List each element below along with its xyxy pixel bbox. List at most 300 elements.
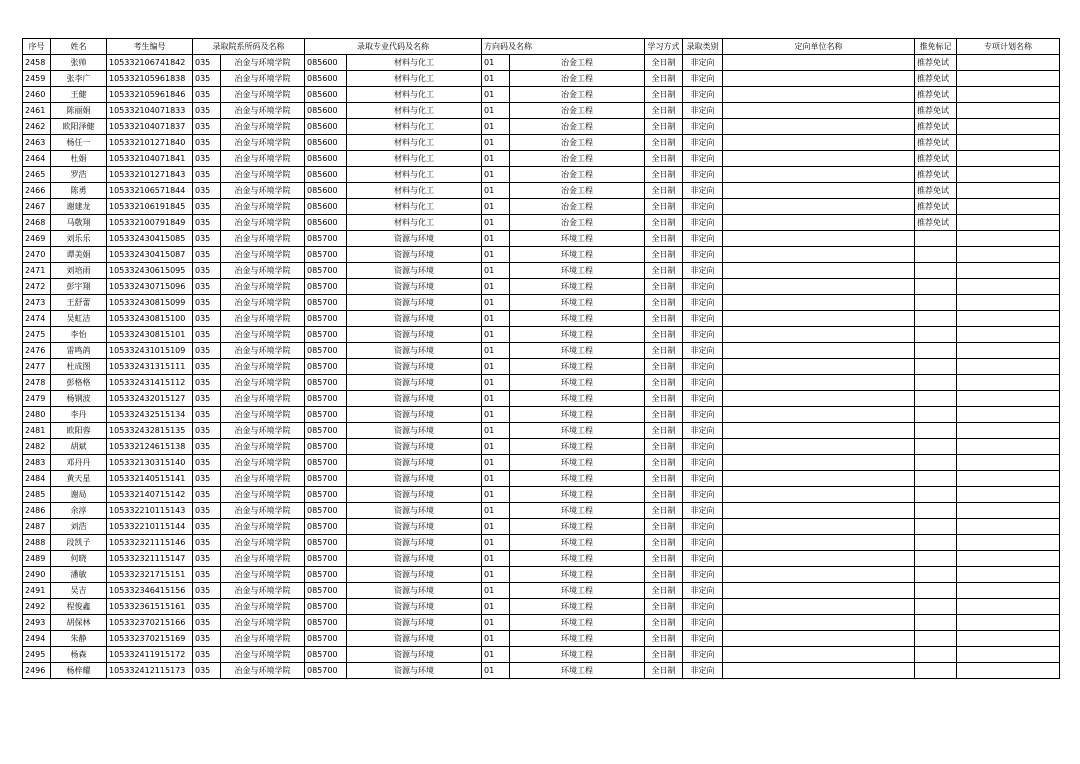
cell-exam-id: 105332430815099 <box>107 295 193 311</box>
cell-direction-name: 环境工程 <box>510 535 645 551</box>
cell-seq: 2462 <box>23 119 51 135</box>
cell-unit <box>723 503 915 519</box>
cell-study-mode: 全日制 <box>645 567 683 583</box>
cell-exam-id: 105332106191845 <box>107 199 193 215</box>
cell-major-code: 085700 <box>305 247 347 263</box>
cell-unit <box>723 103 915 119</box>
header-exam-id: 考生编号 <box>107 39 193 55</box>
cell-category: 非定向 <box>683 215 723 231</box>
cell-major-code: 085700 <box>305 279 347 295</box>
table-row <box>23 151 1060 167</box>
cell-direction-code: 01 <box>482 391 510 407</box>
cell-exam-id: 105332321115146 <box>107 535 193 551</box>
cell-direction-name: 冶金工程 <box>510 135 645 151</box>
cell-unit <box>723 71 915 87</box>
table-row <box>23 535 1060 551</box>
cell-direction-code: 01 <box>482 583 510 599</box>
cell-name: 杜成图 <box>51 359 107 375</box>
cell-seq: 2476 <box>23 343 51 359</box>
cell-dept-name: 冶金与环境学院 <box>221 327 305 343</box>
cell-category: 非定向 <box>683 279 723 295</box>
header-study-mode: 学习方式 <box>645 39 683 55</box>
header-unit: 定向单位名称 <box>723 39 915 55</box>
cell-name: 欧阳蓉 <box>51 423 107 439</box>
cell-recommend <box>915 503 957 519</box>
cell-unit <box>723 55 915 71</box>
cell-direction-code: 01 <box>482 231 510 247</box>
cell-study-mode: 全日制 <box>645 311 683 327</box>
cell-unit <box>723 295 915 311</box>
cell-seq: 2485 <box>23 487 51 503</box>
cell-seq: 2467 <box>23 199 51 215</box>
table-row <box>23 615 1060 631</box>
header-name: 姓名 <box>51 39 107 55</box>
cell-name: 何晓 <box>51 551 107 567</box>
header-direction: 方向码及名称 <box>482 39 645 55</box>
table-row <box>23 375 1060 391</box>
table-row <box>23 407 1060 423</box>
table-row <box>23 55 1060 71</box>
cell-direction-name: 环境工程 <box>510 343 645 359</box>
cell-special-plan <box>957 471 1060 487</box>
cell-name: 谢建龙 <box>51 199 107 215</box>
cell-dept-code: 035 <box>193 167 221 183</box>
table-row <box>23 103 1060 119</box>
cell-special-plan <box>957 55 1060 71</box>
cell-major-name: 资源与环境 <box>347 247 482 263</box>
cell-exam-id: 105332431015109 <box>107 343 193 359</box>
cell-major-name: 资源与环境 <box>347 407 482 423</box>
cell-exam-id: 105332321715151 <box>107 567 193 583</box>
cell-study-mode: 全日制 <box>645 71 683 87</box>
cell-dept-name: 冶金与环境学院 <box>221 247 305 263</box>
cell-major-code: 085700 <box>305 407 347 423</box>
cell-major-code: 085700 <box>305 519 347 535</box>
cell-dept-code: 035 <box>193 567 221 583</box>
cell-dept-name: 冶金与环境学院 <box>221 71 305 87</box>
cell-dept-name: 冶金与环境学院 <box>221 583 305 599</box>
cell-unit <box>723 551 915 567</box>
cell-study-mode: 全日制 <box>645 183 683 199</box>
cell-major-code: 085600 <box>305 55 347 71</box>
cell-direction-name: 环境工程 <box>510 391 645 407</box>
cell-major-code: 085700 <box>305 263 347 279</box>
cell-dept-name: 冶金与环境学院 <box>221 423 305 439</box>
cell-special-plan <box>957 583 1060 599</box>
cell-name: 欧阳泽健 <box>51 119 107 135</box>
cell-seq: 2473 <box>23 295 51 311</box>
cell-direction-code: 01 <box>482 135 510 151</box>
cell-direction-code: 01 <box>482 455 510 471</box>
cell-special-plan <box>957 599 1060 615</box>
cell-seq: 2481 <box>23 423 51 439</box>
cell-major-name: 材料与化工 <box>347 183 482 199</box>
cell-study-mode: 全日制 <box>645 407 683 423</box>
cell-major-code: 085700 <box>305 631 347 647</box>
table-row <box>23 263 1060 279</box>
cell-study-mode: 全日制 <box>645 151 683 167</box>
cell-exam-id: 105332412115173 <box>107 663 193 679</box>
cell-seq: 2490 <box>23 567 51 583</box>
cell-recommend: 推荐免试 <box>915 103 957 119</box>
cell-dept-code: 035 <box>193 327 221 343</box>
cell-dept-code: 035 <box>193 535 221 551</box>
cell-recommend <box>915 471 957 487</box>
cell-direction-name: 环境工程 <box>510 231 645 247</box>
cell-seq: 2461 <box>23 103 51 119</box>
admission-table <box>22 38 1060 679</box>
cell-study-mode: 全日制 <box>645 55 683 71</box>
cell-seq: 2469 <box>23 231 51 247</box>
cell-category: 非定向 <box>683 375 723 391</box>
cell-dept-code: 035 <box>193 615 221 631</box>
cell-direction-code: 01 <box>482 567 510 583</box>
cell-major-code: 085600 <box>305 71 347 87</box>
cell-unit <box>723 167 915 183</box>
cell-study-mode: 全日制 <box>645 439 683 455</box>
cell-special-plan <box>957 519 1060 535</box>
cell-direction-name: 冶金工程 <box>510 103 645 119</box>
cell-direction-name: 环境工程 <box>510 279 645 295</box>
cell-major-code: 085700 <box>305 311 347 327</box>
cell-recommend: 推荐免试 <box>915 135 957 151</box>
cell-direction-code: 01 <box>482 471 510 487</box>
cell-direction-code: 01 <box>482 55 510 71</box>
cell-name: 杨梓耀 <box>51 663 107 679</box>
cell-recommend <box>915 279 957 295</box>
cell-dept-name: 冶金与环境学院 <box>221 167 305 183</box>
cell-study-mode: 全日制 <box>645 519 683 535</box>
cell-recommend <box>915 599 957 615</box>
cell-recommend: 推荐免试 <box>915 71 957 87</box>
cell-major-name: 资源与环境 <box>347 647 482 663</box>
cell-special-plan <box>957 231 1060 247</box>
cell-special-plan <box>957 439 1060 455</box>
table-row <box>23 599 1060 615</box>
cell-direction-name: 环境工程 <box>510 423 645 439</box>
cell-dept-code: 035 <box>193 375 221 391</box>
cell-direction-code: 01 <box>482 327 510 343</box>
cell-direction-name: 环境工程 <box>510 455 645 471</box>
table-row <box>23 327 1060 343</box>
table-row <box>23 391 1060 407</box>
cell-major-name: 资源与环境 <box>347 487 482 503</box>
cell-unit <box>723 311 915 327</box>
cell-dept-name: 冶金与环境学院 <box>221 151 305 167</box>
cell-direction-name: 环境工程 <box>510 647 645 663</box>
cell-special-plan <box>957 551 1060 567</box>
cell-seq: 2488 <box>23 535 51 551</box>
cell-name: 吴吉 <box>51 583 107 599</box>
cell-direction-code: 01 <box>482 71 510 87</box>
cell-exam-id: 105332432515134 <box>107 407 193 423</box>
cell-category: 非定向 <box>683 519 723 535</box>
cell-seq: 2494 <box>23 631 51 647</box>
cell-recommend: 推荐免试 <box>915 55 957 71</box>
cell-direction-name: 环境工程 <box>510 327 645 343</box>
cell-dept-code: 035 <box>193 439 221 455</box>
cell-special-plan <box>957 311 1060 327</box>
cell-recommend: 推荐免试 <box>915 87 957 103</box>
cell-dept-code: 035 <box>193 279 221 295</box>
cell-category: 非定向 <box>683 439 723 455</box>
cell-exam-id: 105332430715096 <box>107 279 193 295</box>
cell-direction-code: 01 <box>482 199 510 215</box>
cell-seq: 2465 <box>23 167 51 183</box>
cell-exam-id: 105332431315111 <box>107 359 193 375</box>
cell-special-plan <box>957 167 1060 183</box>
table-row <box>23 231 1060 247</box>
cell-category: 非定向 <box>683 151 723 167</box>
cell-seq: 2458 <box>23 55 51 71</box>
cell-unit <box>723 327 915 343</box>
cell-study-mode: 全日制 <box>645 535 683 551</box>
cell-direction-name: 冶金工程 <box>510 55 645 71</box>
cell-major-code: 085700 <box>305 423 347 439</box>
cell-direction-name: 冶金工程 <box>510 87 645 103</box>
cell-dept-name: 冶金与环境学院 <box>221 551 305 567</box>
cell-name: 李怡 <box>51 327 107 343</box>
cell-special-plan <box>957 567 1060 583</box>
cell-category: 非定向 <box>683 487 723 503</box>
cell-major-code: 085700 <box>305 615 347 631</box>
cell-major-name: 材料与化工 <box>347 215 482 231</box>
cell-dept-name: 冶金与环境学院 <box>221 455 305 471</box>
cell-name: 杨森 <box>51 647 107 663</box>
table-row <box>23 119 1060 135</box>
cell-recommend <box>915 343 957 359</box>
cell-study-mode: 全日制 <box>645 231 683 247</box>
cell-seq: 2489 <box>23 551 51 567</box>
cell-major-code: 085700 <box>305 663 347 679</box>
cell-name: 张李广 <box>51 71 107 87</box>
cell-direction-code: 01 <box>482 519 510 535</box>
cell-dept-name: 冶金与环境学院 <box>221 535 305 551</box>
cell-dept-code: 035 <box>193 359 221 375</box>
cell-name: 李丹 <box>51 407 107 423</box>
cell-special-plan <box>957 647 1060 663</box>
cell-dept-code: 035 <box>193 87 221 103</box>
cell-special-plan <box>957 183 1060 199</box>
cell-name: 段凯子 <box>51 535 107 551</box>
header-recommend: 推免标记 <box>915 39 957 55</box>
cell-special-plan <box>957 535 1060 551</box>
cell-study-mode: 全日制 <box>645 375 683 391</box>
cell-exam-id: 105332100791849 <box>107 215 193 231</box>
cell-dept-name: 冶金与环境学院 <box>221 647 305 663</box>
cell-major-code: 085600 <box>305 215 347 231</box>
cell-seq: 2474 <box>23 311 51 327</box>
cell-direction-code: 01 <box>482 151 510 167</box>
cell-dept-name: 冶金与环境学院 <box>221 311 305 327</box>
cell-special-plan <box>957 295 1060 311</box>
cell-dept-code: 035 <box>193 471 221 487</box>
cell-category: 非定向 <box>683 183 723 199</box>
cell-study-mode: 全日制 <box>645 631 683 647</box>
cell-dept-code: 035 <box>193 455 221 471</box>
table-row <box>23 247 1060 263</box>
cell-category: 非定向 <box>683 631 723 647</box>
cell-unit <box>723 663 915 679</box>
cell-major-code: 085700 <box>305 231 347 247</box>
cell-name: 朱静 <box>51 631 107 647</box>
cell-unit <box>723 471 915 487</box>
cell-special-plan <box>957 359 1060 375</box>
cell-major-code: 085700 <box>305 471 347 487</box>
cell-special-plan <box>957 247 1060 263</box>
cell-major-name: 资源与环境 <box>347 519 482 535</box>
cell-recommend <box>915 631 957 647</box>
cell-seq: 2487 <box>23 519 51 535</box>
cell-dept-name: 冶金与环境学院 <box>221 567 305 583</box>
cell-seq: 2484 <box>23 471 51 487</box>
cell-exam-id: 105332430415085 <box>107 231 193 247</box>
cell-name: 张帅 <box>51 55 107 71</box>
cell-direction-name: 环境工程 <box>510 615 645 631</box>
cell-major-name: 资源与环境 <box>347 391 482 407</box>
cell-dept-code: 035 <box>193 551 221 567</box>
cell-direction-name: 环境工程 <box>510 599 645 615</box>
cell-exam-id: 105332430615095 <box>107 263 193 279</box>
cell-seq: 2477 <box>23 359 51 375</box>
cell-unit <box>723 343 915 359</box>
cell-dept-name: 冶金与环境学院 <box>221 199 305 215</box>
cell-unit <box>723 87 915 103</box>
cell-name: 谭美娟 <box>51 247 107 263</box>
cell-dept-name: 冶金与环境学院 <box>221 87 305 103</box>
cell-category: 非定向 <box>683 71 723 87</box>
cell-major-name: 材料与化工 <box>347 103 482 119</box>
cell-dept-code: 035 <box>193 119 221 135</box>
cell-category: 非定向 <box>683 343 723 359</box>
cell-dept-name: 冶金与环境学院 <box>221 519 305 535</box>
cell-recommend <box>915 311 957 327</box>
cell-unit <box>723 423 915 439</box>
cell-major-name: 资源与环境 <box>347 535 482 551</box>
table-row <box>23 647 1060 663</box>
cell-seq: 2463 <box>23 135 51 151</box>
cell-seq: 2460 <box>23 87 51 103</box>
cell-dept-name: 冶金与环境学院 <box>221 119 305 135</box>
cell-study-mode: 全日制 <box>645 327 683 343</box>
cell-special-plan <box>957 631 1060 647</box>
cell-major-code: 085700 <box>305 439 347 455</box>
cell-special-plan <box>957 119 1060 135</box>
cell-category: 非定向 <box>683 551 723 567</box>
cell-major-code: 085700 <box>305 359 347 375</box>
cell-dept-name: 冶金与环境学院 <box>221 631 305 647</box>
cell-study-mode: 全日制 <box>645 615 683 631</box>
cell-category: 非定向 <box>683 135 723 151</box>
cell-dept-name: 冶金与环境学院 <box>221 487 305 503</box>
table-row <box>23 423 1060 439</box>
table-row <box>23 343 1060 359</box>
cell-study-mode: 全日制 <box>645 359 683 375</box>
cell-exam-id: 105332124615138 <box>107 439 193 455</box>
cell-name: 刘乐乐 <box>51 231 107 247</box>
cell-category: 非定向 <box>683 119 723 135</box>
cell-category: 非定向 <box>683 263 723 279</box>
cell-study-mode: 全日制 <box>645 103 683 119</box>
cell-unit <box>723 631 915 647</box>
cell-unit <box>723 135 915 151</box>
cell-study-mode: 全日制 <box>645 599 683 615</box>
cell-study-mode: 全日制 <box>645 647 683 663</box>
cell-name: 胡保林 <box>51 615 107 631</box>
cell-study-mode: 全日制 <box>645 391 683 407</box>
cell-unit <box>723 567 915 583</box>
cell-direction-name: 环境工程 <box>510 407 645 423</box>
cell-unit <box>723 407 915 423</box>
cell-name: 彭宇翔 <box>51 279 107 295</box>
cell-major-code: 085700 <box>305 343 347 359</box>
header-dept: 录取院系所码及名称 <box>193 39 305 55</box>
cell-recommend <box>915 455 957 471</box>
cell-unit <box>723 263 915 279</box>
cell-dept-name: 冶金与环境学院 <box>221 295 305 311</box>
cell-major-code: 085700 <box>305 487 347 503</box>
cell-major-name: 材料与化工 <box>347 119 482 135</box>
cell-dept-name: 冶金与环境学院 <box>221 391 305 407</box>
cell-unit <box>723 439 915 455</box>
cell-dept-code: 035 <box>193 423 221 439</box>
cell-study-mode: 全日制 <box>645 87 683 103</box>
cell-recommend <box>915 407 957 423</box>
cell-direction-name: 环境工程 <box>510 311 645 327</box>
table-row <box>23 167 1060 183</box>
cell-recommend <box>915 391 957 407</box>
cell-major-code: 085600 <box>305 103 347 119</box>
cell-dept-name: 冶金与环境学院 <box>221 55 305 71</box>
cell-direction-code: 01 <box>482 311 510 327</box>
cell-category: 非定向 <box>683 663 723 679</box>
cell-seq: 2471 <box>23 263 51 279</box>
cell-major-name: 资源与环境 <box>347 359 482 375</box>
cell-major-name: 资源与环境 <box>347 503 482 519</box>
cell-special-plan <box>957 263 1060 279</box>
cell-recommend: 推荐免试 <box>915 183 957 199</box>
cell-dept-name: 冶金与环境学院 <box>221 183 305 199</box>
table-row <box>23 87 1060 103</box>
cell-exam-id: 105332321115147 <box>107 551 193 567</box>
cell-dept-name: 冶金与环境学院 <box>221 615 305 631</box>
cell-special-plan <box>957 215 1060 231</box>
cell-major-code: 085700 <box>305 647 347 663</box>
cell-major-name: 资源与环境 <box>347 471 482 487</box>
cell-unit <box>723 199 915 215</box>
cell-major-name: 资源与环境 <box>347 343 482 359</box>
cell-major-code: 085700 <box>305 599 347 615</box>
cell-direction-name: 环境工程 <box>510 295 645 311</box>
cell-recommend <box>915 247 957 263</box>
cell-unit <box>723 119 915 135</box>
cell-special-plan <box>957 103 1060 119</box>
cell-study-mode: 全日制 <box>645 119 683 135</box>
cell-special-plan <box>957 279 1060 295</box>
cell-major-code: 085700 <box>305 327 347 343</box>
cell-seq: 2480 <box>23 407 51 423</box>
table-row <box>23 487 1060 503</box>
cell-unit <box>723 519 915 535</box>
cell-dept-code: 035 <box>193 599 221 615</box>
table-row <box>23 359 1060 375</box>
cell-name: 潘敏 <box>51 567 107 583</box>
cell-major-code: 085700 <box>305 535 347 551</box>
cell-recommend: 推荐免试 <box>915 119 957 135</box>
cell-recommend <box>915 231 957 247</box>
cell-major-code: 085600 <box>305 119 347 135</box>
cell-major-code: 085700 <box>305 295 347 311</box>
